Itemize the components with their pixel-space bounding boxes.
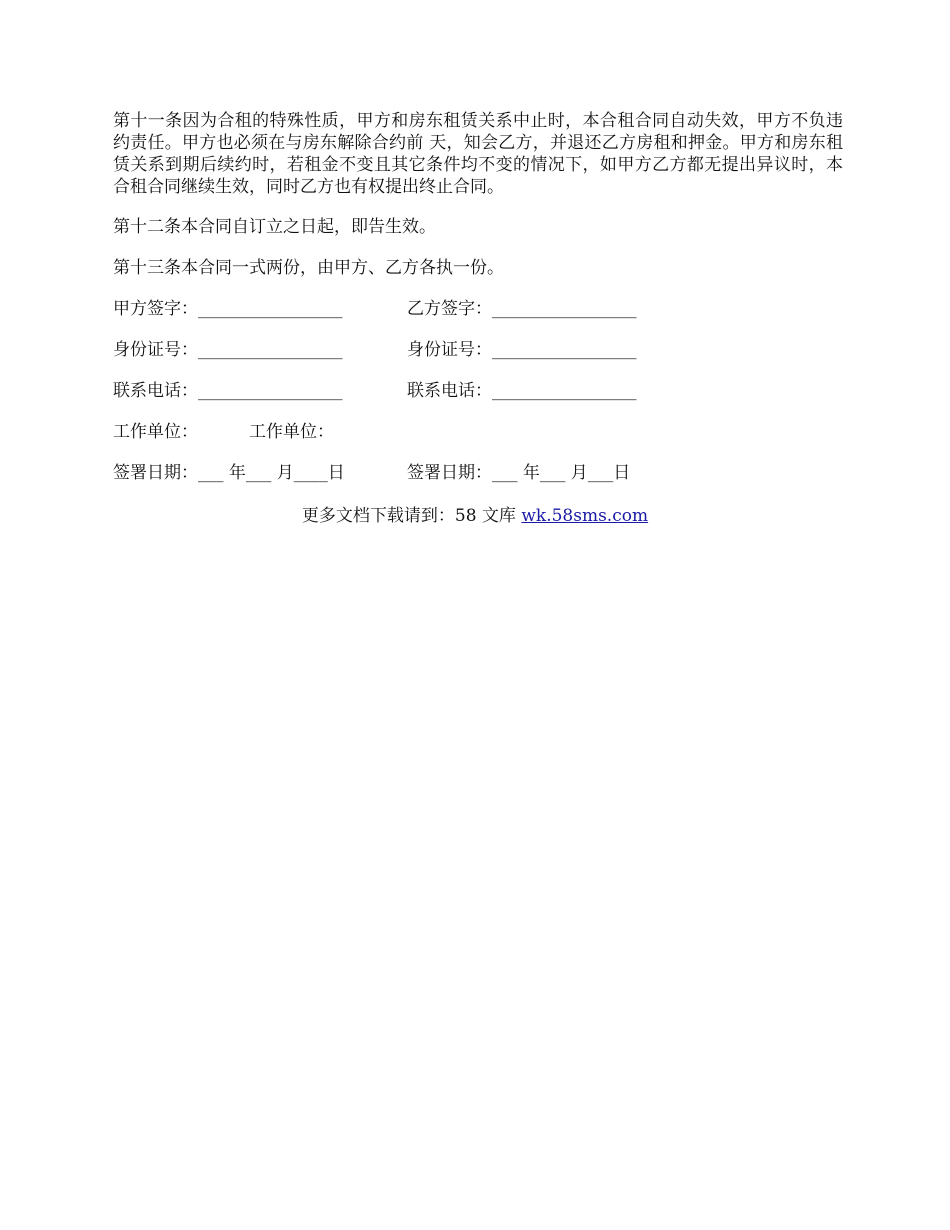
article-11: 第十一条因为合租的特殊性质，甲方和房东租赁关系中止时，本合租合同自动失效，甲方不负违约责任。甲方也必须在与房东解除合约前 天，知会乙方，并退还乙方房租和押金。甲方和房东租赁关系到期后续约时，若租金不变且其它条件均不变的情况下，如甲方乙方都无提出异议时，本合租合同继续生效，同时乙方也有权提出终止合同。 <box>113 111 843 197</box>
article-12: 第十二条本合同自订立之日起，即告生效。 <box>113 217 436 237</box>
download-footer <box>0 505 950 527</box>
party-b-sign-date: 签署日期：___ 年___ 月___日 <box>407 463 631 483</box>
party-a-sign-date: 签署日期：___ 年___ 月____日 <box>113 463 345 483</box>
party-b-signature-line: 乙方签字：_________________ <box>407 299 637 319</box>
phone-row <box>113 380 843 402</box>
signature-row <box>113 298 843 320</box>
party-b-id-line: 身份证号：_________________ <box>407 340 637 360</box>
document-body <box>113 110 843 503</box>
party-a-work-unit: 工作单位： <box>113 422 198 442</box>
party-b-phone-line: 联系电话：_________________ <box>407 381 637 401</box>
footer-link[interactable]: wk.58sms.com <box>521 506 649 526</box>
id-number-row <box>113 339 843 361</box>
party-a-id-line: 身份证号：_________________ <box>113 340 343 360</box>
party-a-phone-line: 联系电话：_________________ <box>113 381 343 401</box>
work-unit-row <box>113 421 843 443</box>
party-b-work-unit: 工作单位： <box>249 422 334 442</box>
article-13: 第十三条本合同一式两份，由甲方、乙方各执一份。 <box>113 258 504 278</box>
party-a-signature-line: 甲方签字：_________________ <box>113 299 343 319</box>
footer-text: 更多文档下载请到：58 文库 <box>301 506 522 526</box>
sign-date-row <box>113 462 843 484</box>
